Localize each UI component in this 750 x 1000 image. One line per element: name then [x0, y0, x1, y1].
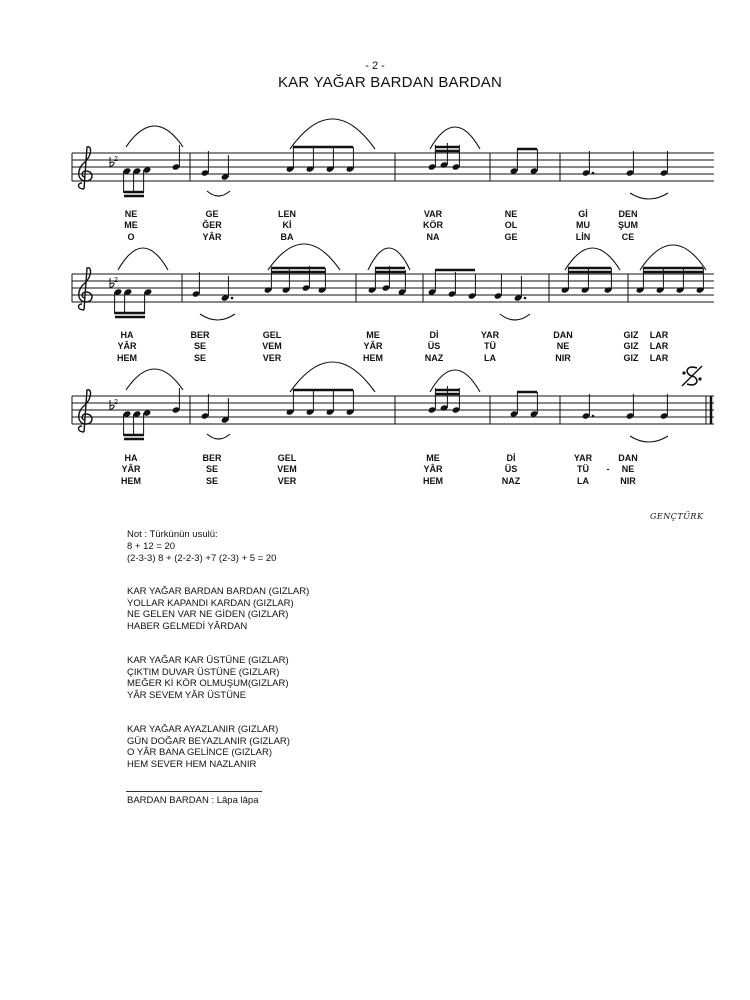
- lyric-syllable: GIZ: [623, 353, 639, 363]
- lyric-syllable: LAR: [649, 353, 669, 363]
- lyric-syllable: LA: [577, 476, 589, 486]
- lyric-syllable: NE: [504, 209, 518, 219]
- lyric-syllable: NE: [556, 341, 570, 351]
- lyric-syllable: VEM: [262, 341, 282, 351]
- lyric-syllable: Dİ: [506, 453, 516, 463]
- slur-arc: [126, 369, 183, 390]
- lyric-syllable: NE: [124, 209, 138, 219]
- lyric-syllable: SE: [205, 476, 219, 486]
- lyric-syllable: ŞUM: [618, 220, 638, 230]
- slur-arc: [200, 314, 235, 320]
- slur-arc: [268, 244, 340, 270]
- lyric-syllable: SE: [205, 464, 219, 474]
- lyric-syllable: SE: [193, 341, 207, 351]
- lyric-syllable: GEL: [262, 330, 282, 340]
- composer-signature: GENÇTÜRK: [650, 512, 704, 521]
- lyric-syllable: Gİ: [578, 209, 588, 219]
- slur-arc: [640, 245, 706, 270]
- lyric-syllable: SE: [193, 353, 207, 363]
- lyric-syllable: BER: [202, 453, 222, 463]
- verse-2: [127, 655, 289, 701]
- lyric-syllable: DEN: [618, 209, 638, 219]
- time-signature-mark: 2: [114, 399, 118, 406]
- verse-line: O YÂR BANA GELİNCE (GIZLAR): [127, 747, 273, 759]
- slur-arc: [500, 314, 530, 320]
- lyric-syllable: LAR: [649, 341, 669, 351]
- lyric-syllable: ĞER: [202, 220, 222, 230]
- song-title: KAR YAĞAR BARDAN BARDAN: [277, 74, 503, 91]
- lyric-syllable: ME: [366, 330, 380, 340]
- verse-3: [127, 724, 290, 770]
- lyric-syllable: O: [127, 232, 135, 242]
- slur-arc: [207, 191, 230, 196]
- lyric-syllable: NIR: [620, 476, 636, 486]
- lyric-syllable: HA: [124, 453, 138, 463]
- lyric-syllable: YÂR: [202, 232, 222, 242]
- lyric-syllable: BER: [190, 330, 210, 340]
- lyric-syllable: Kİ: [282, 220, 292, 230]
- footnote: BARDAN BARDAN : Lâpa lâpa: [127, 795, 259, 806]
- lyric-syllable: YÂR: [117, 341, 137, 351]
- lyric-syllable: BA: [280, 232, 294, 242]
- lyric-syllable: -: [606, 464, 610, 474]
- page-number: - 2 -: [365, 60, 385, 72]
- verse-line: YÂR SEVEM YÂR ÜSTÜNE: [127, 689, 247, 701]
- lyric-syllable: VAR: [423, 209, 443, 219]
- verse-line: HEM SEVER HEM NAZLANIR: [127, 758, 257, 770]
- verse-line: MEĞER Kİ KÖR OLMUŞUM(GIZLAR): [127, 678, 289, 690]
- verse-line: YOLLAR KAPANDI KARDAN (GIZLAR): [127, 597, 294, 609]
- lyric-syllable: LEN: [278, 209, 296, 219]
- lyric-syllable: VER: [262, 353, 282, 363]
- lyric-syllable: ME: [426, 453, 440, 463]
- lyric-syllable: GE: [504, 232, 518, 242]
- lyric-syllable: YÂR: [363, 341, 383, 351]
- footnote-divider: [126, 791, 262, 792]
- verse-line: GÜN DOĞAR BEYAZLANIR (GIZLAR): [127, 735, 290, 747]
- note-dot: [592, 415, 595, 418]
- segno-dot: [682, 371, 685, 374]
- lyric-syllable: NIR: [555, 353, 571, 363]
- slur-arc: [118, 248, 168, 270]
- segno-icon: [687, 367, 697, 385]
- lyric-syllable: LİN: [575, 232, 591, 242]
- slur-arc: [126, 126, 183, 147]
- time-signature-mark: 2: [114, 277, 118, 284]
- slur-arc: [630, 436, 668, 442]
- lyric-syllable: TÜ: [484, 341, 496, 351]
- verse-line: KAR YAĞAR BARDAN BARDAN (GIZLAR): [127, 586, 310, 597]
- lyric-syllable: GEL: [277, 453, 297, 463]
- lyric-syllable: CE: [621, 232, 635, 242]
- lyric-syllable: OL: [504, 220, 518, 230]
- lyric-syllable: YÂR: [423, 464, 443, 474]
- lyric-syllable: ME: [124, 220, 138, 230]
- lyric-syllable: NE: [621, 464, 635, 474]
- lyric-syllable: DAN: [618, 453, 638, 463]
- lyric-syllable: HEM: [121, 476, 141, 486]
- slur-arc: [290, 119, 375, 149]
- slur-arc: [290, 362, 375, 392]
- lyric-syllable: LA: [484, 353, 496, 363]
- lyric-syllable: LAR: [649, 330, 669, 340]
- lyric-syllable: HA: [120, 330, 134, 340]
- lyric-syllable: NAZ: [424, 353, 444, 363]
- time-signature-mark: 2: [114, 156, 118, 163]
- lyric-syllable: HEM: [423, 476, 443, 486]
- lyric-syllable: HEM: [117, 353, 137, 363]
- verse-line: KAR YAĞAR KAR ÜSTÜNE (GIZLAR): [127, 655, 289, 666]
- verse-line: KAR YAĞAR AYAZLANIR (GIZLAR): [127, 724, 279, 735]
- lyric-syllable: VER: [277, 476, 297, 486]
- usul-note-line-2: (2-3-3) 8 + (2-2-3) +7 (2-3) + 5 = 20: [127, 553, 277, 564]
- lyric-syllable: HEM: [363, 353, 383, 363]
- note-dot: [231, 297, 234, 300]
- lyric-syllable: KÖR: [423, 220, 443, 230]
- lyric-syllable: YÂR: [121, 464, 141, 474]
- verse-line: ÇIKTIM DUVAR ÜSTÜNE (GIZLAR): [127, 666, 280, 678]
- verse-line: HABER GELMEDİ YÂRDAN: [127, 620, 248, 632]
- lyric-syllable: NA: [426, 232, 440, 242]
- lyric-syllable: YAR: [480, 330, 500, 340]
- usul-note: [127, 529, 276, 565]
- lyric-syllable: MU: [576, 220, 590, 230]
- note-dot: [524, 297, 527, 300]
- verse-1: [127, 586, 309, 632]
- lyric-syllable: Dİ: [429, 330, 439, 340]
- lyric-syllable: ÜS: [427, 341, 441, 351]
- lyric-syllable: DAN: [553, 330, 573, 340]
- lyric-syllable: TÜ: [577, 464, 589, 474]
- slur-arc: [207, 434, 230, 439]
- segno-dot: [698, 377, 701, 380]
- lyric-syllable: NAZ: [501, 476, 521, 486]
- verse-line: NE GELEN VAR NE GİDEN (GIZLAR): [127, 609, 289, 621]
- usul-note-heading: Not : Türkünün usulü:: [127, 529, 218, 540]
- lyric-syllable: VEM: [277, 464, 297, 474]
- note-dot: [592, 172, 595, 175]
- usul-note-line-1: 8 + 12 = 20: [127, 541, 176, 552]
- lyric-syllable: ÜS: [504, 464, 518, 474]
- lyric-syllable: YAR: [573, 453, 593, 463]
- lyric-syllable: GE: [205, 209, 219, 219]
- lyric-syllable: GIZ: [623, 330, 639, 340]
- lyric-syllable: GIZ: [623, 341, 639, 351]
- slur-arc: [630, 193, 668, 199]
